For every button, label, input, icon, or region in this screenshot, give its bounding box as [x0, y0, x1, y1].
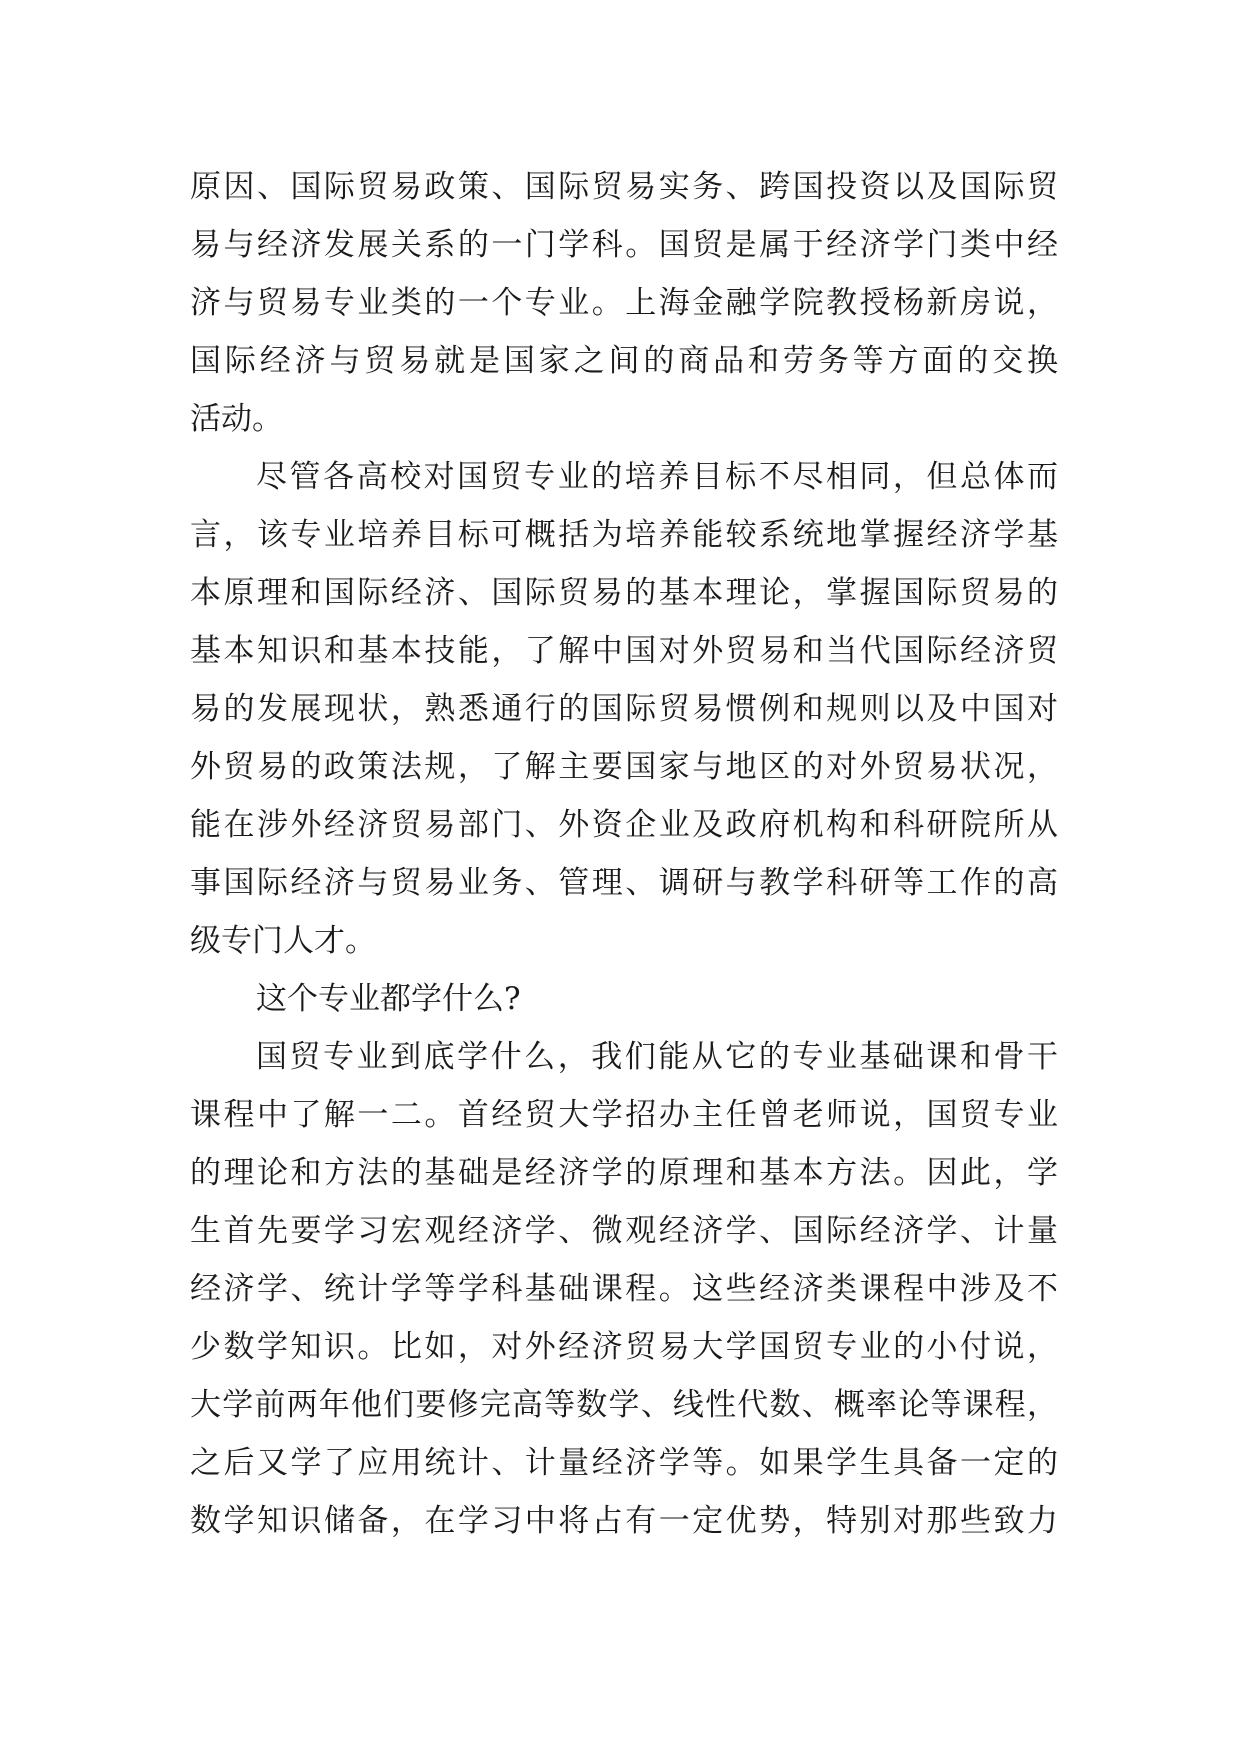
- text-line: 生首先要学习宏观经济学、微观经济学、国际经济学、计量: [190, 1213, 1058, 1249]
- text-line: 少数学知识。比如，对外经济贸易大学国贸专业的小付说，: [190, 1329, 1058, 1365]
- text-line: 级专门人才。: [190, 923, 376, 959]
- text-line: 经济学、统计学等学科基础课程。这些经济类课程中涉及不: [190, 1271, 1058, 1307]
- text-line: 济与贸易专业类的一个专业。上海金融学院教授杨新房说，: [190, 285, 1058, 321]
- text-line: 能在涉外经济贸易部门、外资企业及政府机构和科研院所从: [190, 807, 1058, 843]
- text-line: 事国际经济与贸易业务、管理、调研与教学科研等工作的高: [190, 865, 1058, 901]
- text-line: 大学前两年他们要修完高等数学、线性代数、概率论等课程，: [190, 1387, 1058, 1423]
- text-line: 尽管各高校对国贸专业的培养目标不尽相同，但总体而: [256, 459, 1058, 495]
- text-line: 外贸易的政策法规，了解主要国家与地区的对外贸易状况，: [190, 749, 1058, 785]
- text-line: 本原理和国际经济、国际贸易的基本理论，掌握国际贸易的: [190, 575, 1058, 611]
- text-line: 易的发展现状，熟悉通行的国际贸易惯例和规则以及中国对: [190, 691, 1058, 727]
- text-line: 课程中了解一二。首经贸大学招办主任曾老师说，国贸专业: [190, 1097, 1058, 1133]
- section-question: 这个专业都学什么?: [256, 981, 521, 1017]
- text-line: 易与经济发展关系的一门学科。国贸是属于经济学门类中经: [190, 227, 1058, 263]
- text-line: 数学知识储备，在学习中将占有一定优势，特别对那些致力: [190, 1503, 1058, 1539]
- text-line: 国际经济与贸易就是国家之间的商品和劳务等方面的交换: [190, 343, 1058, 379]
- text-line: 言，该专业培养目标可概括为培养能较系统地掌握经济学基: [190, 517, 1058, 553]
- body-text: [190, 158, 1058, 1550]
- text-line: 原因、国际贸易政策、国际贸易实务、跨国投资以及国际贸: [190, 169, 1058, 205]
- text-line: 的理论和方法的基础是经济学的原理和基本方法。因此，学: [190, 1155, 1058, 1191]
- text-line: 基本知识和基本技能，了解中国对外贸易和当代国际经济贸: [190, 633, 1058, 669]
- text-line: 之后又学了应用统计、计量经济学等。如果学生具备一定的: [190, 1445, 1058, 1481]
- text-line: 活动。: [190, 401, 283, 437]
- text-line: 国贸专业到底学什么，我们能从它的专业基础课和骨干: [256, 1039, 1058, 1075]
